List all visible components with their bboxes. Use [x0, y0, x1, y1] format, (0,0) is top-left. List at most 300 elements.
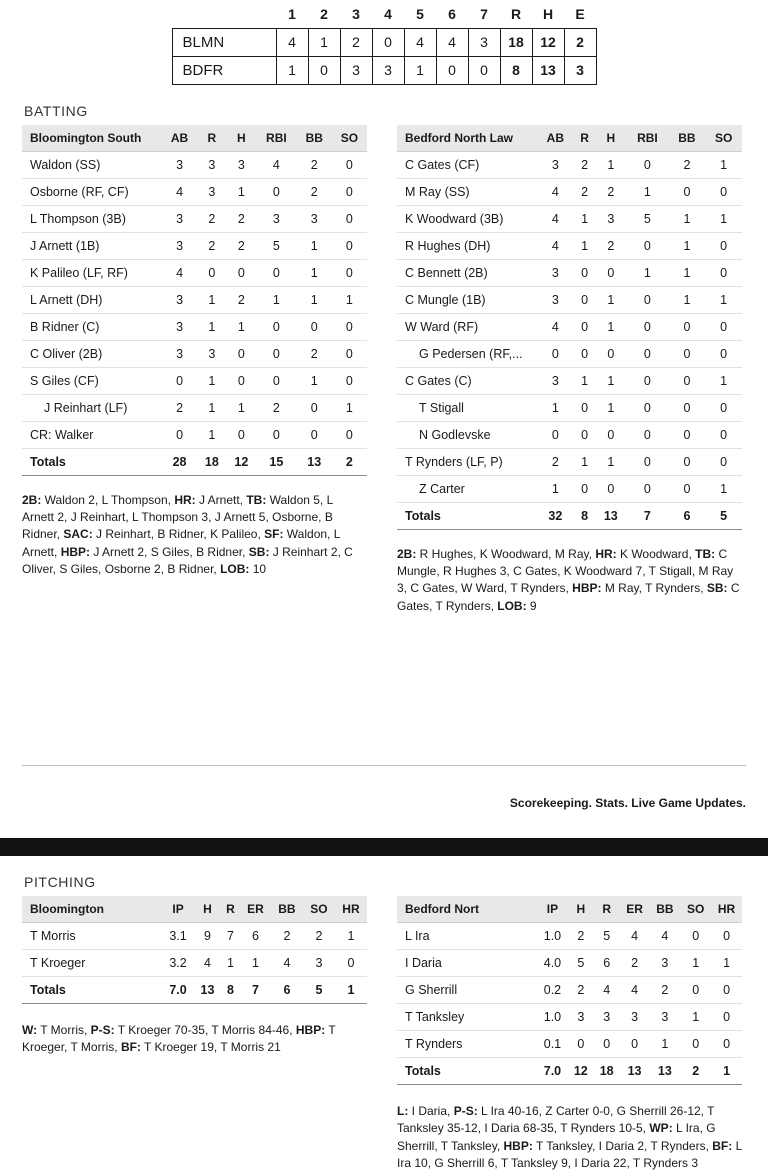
player-name: C Bennett (2B): [397, 259, 537, 286]
batting-home-col-rbi: RBI: [626, 125, 668, 152]
stat-cell: 1: [595, 367, 626, 394]
stat-cell: 0: [711, 923, 742, 950]
runs-header: R: [510, 5, 522, 22]
totals-stat-cell: 13: [620, 1058, 650, 1085]
linescore-team-header: [172, 0, 276, 28]
batting-col-ab: AB: [162, 125, 197, 152]
stat-cell: 4.0: [537, 950, 568, 977]
stat-cell: 0: [705, 259, 742, 286]
stat-cell: 1: [669, 232, 706, 259]
team-abbr-home: BDFR: [172, 56, 276, 84]
stat-cell: 2: [297, 340, 332, 367]
note-text: Waldon 2, L Thompson,: [41, 492, 175, 507]
note-text: K Woodward,: [616, 546, 696, 561]
stat-cell: 0: [680, 923, 711, 950]
note-text: C Mungle, R Hughes 3, C Gates, K Woodward 7, T Stigall, M Ray 3, C Gates, W Ward, T Rynders,: [397, 546, 734, 596]
stat-cell: 1: [221, 950, 240, 977]
note-text: L Ira 40-16, Z Carter 0-0, G Sherrill 26-12, T Tanksley 35-12, I Daria 68-35, T Rynders 10-5,: [397, 1104, 715, 1136]
stat-cell: 1: [574, 205, 596, 232]
batting-col-rbi: RBI: [256, 125, 297, 152]
player-name: Waldon (SS): [22, 151, 162, 178]
totals-stat-cell: 5: [303, 977, 335, 1004]
stat-cell: 0: [332, 259, 367, 286]
stat-cell: 0: [256, 259, 297, 286]
stat-cell: 1: [197, 421, 226, 448]
stat-cell: 4: [594, 977, 620, 1004]
note-text: T Kroeger, T Morris,: [22, 1023, 336, 1055]
stat-cell: 0: [297, 421, 332, 448]
stat-cell: 1: [537, 475, 574, 502]
totals-stat-cell: 7.0: [162, 977, 194, 1004]
stat-cell: 0: [227, 367, 256, 394]
table-row: [22, 205, 367, 232]
stat-cell: 1: [240, 950, 271, 977]
stat-cell: 3: [297, 205, 332, 232]
batting-col-bb: BB: [297, 125, 332, 152]
pitching-col-bb: BB: [271, 896, 303, 923]
table-row: [22, 367, 367, 394]
note-text: J Reinhart, B Ridner, K Palileo,: [92, 527, 265, 542]
stat-cell: 4: [271, 950, 303, 977]
stat-cell: 3: [537, 367, 574, 394]
stat-cell: 0: [711, 1031, 742, 1058]
pitching-home-col-so: SO: [680, 896, 711, 923]
totals-stat-cell: 18: [197, 448, 226, 475]
totals-row: [397, 502, 742, 529]
stat-cell: 1: [595, 394, 626, 421]
table-row: [22, 923, 367, 950]
stat-cell: 4: [620, 977, 650, 1004]
table-row: [22, 421, 367, 448]
stat-cell: 3: [537, 259, 574, 286]
pitching-away-notes: [22, 1022, 367, 1057]
player-name: C Gates (C): [397, 367, 537, 394]
stat-cell: 4: [537, 205, 574, 232]
stat-cell: 3: [197, 340, 226, 367]
table-row: [397, 950, 742, 977]
totals-stat-cell: 6: [271, 977, 303, 1004]
stat-cell: 0: [626, 232, 668, 259]
stat-cell: 0: [669, 340, 706, 367]
stat-cell: 0: [332, 232, 367, 259]
stat-cell: 3: [649, 950, 680, 977]
stat-cell: 3: [162, 205, 197, 232]
stat-cell: 4: [649, 923, 680, 950]
stat-cell: 0: [669, 367, 706, 394]
stat-cell: 1: [705, 151, 742, 178]
player-name: CR: Walker: [22, 421, 162, 448]
stat-cell: 5: [594, 923, 620, 950]
stat-cell: 0: [626, 394, 668, 421]
note-label: SF:: [264, 527, 284, 542]
note-label: P-S:: [453, 1104, 478, 1119]
stat-cell: 0: [574, 475, 596, 502]
note-text: 9: [526, 598, 537, 613]
stat-cell: 0: [574, 394, 596, 421]
totals-label: Totals: [397, 502, 537, 529]
table-row: [22, 286, 367, 313]
stat-cell: 0: [227, 259, 256, 286]
home-errors: 3: [564, 56, 596, 84]
note-text: J Arnett,: [195, 492, 247, 507]
batting-home-team-header: Bedford North Law: [397, 125, 537, 152]
home-inning-4: 3: [372, 56, 404, 84]
totals-stat-cell: 28: [162, 448, 197, 475]
note-text: L Ira 10, G Sherrill 6, T Tanksley 9, I Daria 22, T Rynders 3: [397, 1138, 742, 1171]
table-row: [397, 286, 742, 313]
table-row: [22, 232, 367, 259]
stat-cell: 2: [574, 151, 596, 178]
stat-cell: 2: [568, 977, 594, 1004]
stat-cell: 6: [240, 923, 271, 950]
stat-cell: 0: [669, 313, 706, 340]
errors-header: E: [575, 5, 585, 22]
batting-home-col-so: SO: [705, 125, 742, 152]
stat-cell: 0: [227, 340, 256, 367]
inning-header-4: 4: [384, 5, 392, 22]
stat-cell: 1: [227, 313, 256, 340]
stat-cell: 0: [626, 421, 668, 448]
table-row: [22, 151, 367, 178]
stat-cell: 1: [595, 286, 626, 313]
stat-cell: 0: [332, 340, 367, 367]
pitching-col-hr: HR: [335, 896, 367, 923]
pitching-home-col-h: H: [568, 896, 594, 923]
stat-cell: 0: [568, 1031, 594, 1058]
stat-cell: 0.2: [537, 977, 568, 1004]
totals-stat-cell: 8: [574, 502, 596, 529]
inning-header-5: 5: [416, 5, 424, 22]
pitching-away-table: [22, 896, 367, 1004]
stat-cell: 0: [332, 178, 367, 205]
note-text: C Gates, T Rynders,: [397, 581, 740, 613]
stat-cell: 1.0: [537, 923, 568, 950]
pitching-away-column: [22, 896, 367, 1173]
stat-cell: 1: [669, 286, 706, 313]
player-name: G Sherrill: [397, 977, 537, 1004]
batting-home-body: [397, 151, 742, 529]
inning-header-1: 1: [288, 5, 296, 22]
stat-cell: 2: [649, 977, 680, 1004]
stat-cell: 1: [626, 259, 668, 286]
stat-cell: 1: [711, 950, 742, 977]
stat-cell: 3: [256, 205, 297, 232]
pitching-home-body: [397, 923, 742, 1085]
note-text: R Hughes, K Woodward, M Ray,: [416, 546, 596, 561]
home-inning-5: 1: [404, 56, 436, 84]
home-inning-2: 0: [308, 56, 340, 84]
note-label: L:: [397, 1104, 409, 1119]
table-row: [22, 259, 367, 286]
player-name: T Morris: [22, 923, 162, 950]
batting-columns: [0, 125, 768, 616]
table-row: [22, 178, 367, 205]
player-name: Z Carter: [397, 475, 537, 502]
stat-cell: 0: [705, 340, 742, 367]
stat-cell: 1: [332, 286, 367, 313]
totals-stat-cell: 12: [568, 1058, 594, 1085]
batting-home-head: [397, 125, 742, 152]
stat-cell: 4: [256, 151, 297, 178]
stat-cell: 0: [669, 448, 706, 475]
stat-cell: 4: [194, 950, 221, 977]
player-name: T Stigall: [397, 394, 537, 421]
stat-cell: 0: [162, 421, 197, 448]
note-label: HBP:: [295, 1023, 326, 1038]
totals-label: Totals: [22, 448, 162, 475]
stat-cell: 0: [626, 151, 668, 178]
pitching-home-header-row: [397, 896, 742, 923]
stat-cell: 1: [595, 313, 626, 340]
stat-cell: 3.2: [162, 950, 194, 977]
table-row: [397, 1031, 742, 1058]
stat-cell: 2: [669, 151, 706, 178]
batting-section-title: BATTING: [24, 102, 88, 119]
pitching-col-ip: IP: [162, 896, 194, 923]
stat-cell: 2: [227, 286, 256, 313]
pitching-home-head: [397, 896, 742, 923]
stat-cell: 0: [574, 286, 596, 313]
note-label: BF:: [120, 1040, 141, 1055]
stat-cell: 0: [332, 313, 367, 340]
home-runs: 8: [500, 56, 532, 84]
totals-label: Totals: [22, 977, 162, 1004]
linescore-head: [172, 0, 596, 28]
stat-cell: 1: [197, 367, 226, 394]
stat-cell: 1: [297, 367, 332, 394]
table-row: [22, 394, 367, 421]
totals-stat-cell: 7: [240, 977, 271, 1004]
home-inning-7: 0: [468, 56, 500, 84]
stat-cell: 2: [197, 205, 226, 232]
table-row: [397, 205, 742, 232]
note-label: SB:: [706, 581, 728, 596]
stat-cell: 1: [297, 232, 332, 259]
stat-cell: 0: [335, 950, 367, 977]
table-row: [397, 421, 742, 448]
player-name: J Reinhart (LF): [22, 394, 162, 421]
away-inning-5: 4: [404, 28, 436, 56]
table-row: [397, 475, 742, 502]
stat-cell: 3: [537, 286, 574, 313]
stat-cell: 0: [705, 313, 742, 340]
batting-home-notes: [397, 546, 742, 616]
stat-cell: 2: [162, 394, 197, 421]
stat-cell: 3: [595, 205, 626, 232]
totals-row: [397, 1058, 742, 1085]
stat-cell: 5: [256, 232, 297, 259]
stat-cell: 2: [271, 923, 303, 950]
totals-stat-cell: 32: [537, 502, 574, 529]
stat-cell: 1: [227, 394, 256, 421]
stat-cell: 2: [574, 178, 596, 205]
player-name: T Rynders (LF, P): [397, 448, 537, 475]
stat-cell: 0: [680, 977, 711, 1004]
stat-cell: 7: [221, 923, 240, 950]
note-text: Waldon 5, L Arnett 2, J Reinhart, L Thompson 3, J Arnett 5, Osborne, B Ridner,: [22, 492, 333, 542]
stat-cell: 1: [595, 151, 626, 178]
away-errors: 2: [564, 28, 596, 56]
batting-away-body: [22, 151, 367, 475]
stat-cell: 5: [626, 205, 668, 232]
player-name: L Arnett (DH): [22, 286, 162, 313]
note-label: TB:: [246, 492, 267, 507]
stat-cell: 3.1: [162, 923, 194, 950]
stat-cell: 4: [537, 178, 574, 205]
stat-cell: 0: [626, 313, 668, 340]
pitching-home-column: [397, 896, 742, 1173]
stat-cell: 3: [594, 1004, 620, 1031]
note-text: 10: [249, 562, 267, 577]
stat-cell: 0: [574, 259, 596, 286]
table-row: [397, 340, 742, 367]
stat-cell: 1: [669, 259, 706, 286]
note-label: BF:: [712, 1138, 733, 1153]
note-label: SB:: [248, 544, 270, 559]
away-inning-2: 1: [308, 28, 340, 56]
stat-cell: 3: [568, 1004, 594, 1031]
pitching-col-er: ER: [240, 896, 271, 923]
player-name: N Godlevske: [397, 421, 537, 448]
stat-cell: 0: [162, 367, 197, 394]
batting-home-header-row: [397, 125, 742, 152]
stat-cell: 0: [256, 313, 297, 340]
totals-stat-cell: 13: [194, 977, 221, 1004]
band-spacer: [0, 810, 768, 838]
totals-row: [22, 977, 367, 1004]
stat-cell: 1: [256, 286, 297, 313]
totals-row: [22, 448, 367, 475]
stat-cell: 0: [711, 1004, 742, 1031]
stat-cell: 1: [705, 367, 742, 394]
player-name: C Oliver (2B): [22, 340, 162, 367]
totals-stat-cell: 13: [595, 502, 626, 529]
pitching-home-notes: [397, 1103, 742, 1173]
pitching-home-col-er: ER: [620, 896, 650, 923]
stat-cell: 3: [162, 151, 197, 178]
footer-spacer: [0, 766, 768, 796]
stat-cell: 3: [620, 1004, 650, 1031]
batting-away-header-row: [22, 125, 367, 152]
stat-cell: 0: [595, 475, 626, 502]
stat-cell: 2: [537, 448, 574, 475]
table-row: [397, 313, 742, 340]
player-name: K Woodward (3B): [397, 205, 537, 232]
totals-stat-cell: 1: [335, 977, 367, 1004]
batting-away-table: [22, 125, 367, 476]
batting-away-notes: [22, 492, 367, 579]
stat-cell: 1: [332, 394, 367, 421]
totals-stat-cell: 12: [227, 448, 256, 475]
note-label: WP:: [649, 1121, 673, 1136]
stat-cell: 4: [537, 232, 574, 259]
totals-stat-cell: 15: [256, 448, 297, 475]
table-row: [22, 950, 367, 977]
linescore-table: [172, 0, 597, 85]
player-name: I Daria: [397, 950, 537, 977]
stat-cell: 3: [162, 232, 197, 259]
pitching-col-r: R: [221, 896, 240, 923]
stat-cell: 0: [626, 475, 668, 502]
stat-cell: 1: [669, 205, 706, 232]
table-row: [22, 340, 367, 367]
linescore-row-home: [172, 56, 596, 84]
linescore-container: [0, 0, 768, 85]
stat-cell: 0: [669, 178, 706, 205]
player-name: S Giles (CF): [22, 367, 162, 394]
stat-cell: 0: [332, 367, 367, 394]
stat-cell: 1: [197, 313, 226, 340]
note-label: LOB:: [497, 598, 527, 613]
stat-cell: 1: [335, 923, 367, 950]
note-text: M Ray, T Rynders,: [601, 581, 707, 596]
stat-cell: 3: [537, 151, 574, 178]
player-name: Osborne (RF, CF): [22, 178, 162, 205]
stat-cell: 2: [256, 394, 297, 421]
stat-cell: 0: [332, 205, 367, 232]
inning-header-3: 3: [352, 5, 360, 22]
stat-cell: 0: [626, 340, 668, 367]
stat-cell: 0: [332, 151, 367, 178]
stat-cell: 0: [595, 259, 626, 286]
away-inning-7: 3: [468, 28, 500, 56]
note-label: W:: [22, 1023, 38, 1038]
stat-cell: 2: [595, 178, 626, 205]
table-row: [397, 259, 742, 286]
stat-cell: 0: [256, 178, 297, 205]
batting-home-col-r: R: [574, 125, 596, 152]
note-label: HR:: [595, 546, 617, 561]
batting-away-head: [22, 125, 367, 152]
pitching-home-col-r: R: [594, 896, 620, 923]
stat-cell: 0: [620, 1031, 650, 1058]
home-inning-1: 1: [276, 56, 308, 84]
stat-cell: 3: [197, 178, 226, 205]
note-text: J Arnett 2, S Giles, B Ridner,: [90, 544, 249, 559]
pitching-away-header-row: [22, 896, 367, 923]
totals-stat-cell: 7: [626, 502, 668, 529]
pitching-away-team-header: Bloomington: [22, 896, 162, 923]
player-name: B Ridner (C): [22, 313, 162, 340]
stat-cell: 5: [568, 950, 594, 977]
away-hits: 12: [532, 28, 564, 56]
stat-cell: 1: [574, 232, 596, 259]
player-name: C Gates (CF): [397, 151, 537, 178]
stat-cell: 0: [680, 1031, 711, 1058]
stat-cell: 0: [537, 340, 574, 367]
note-label: 2B:: [397, 546, 417, 561]
away-inning-4: 0: [372, 28, 404, 56]
totals-label: Totals: [397, 1058, 537, 1085]
inning-header-6: 6: [448, 5, 456, 22]
pitching-home-table: [397, 896, 742, 1085]
linescore-body: [172, 28, 596, 84]
player-name: C Mungle (1B): [397, 286, 537, 313]
pitching-away-body: [22, 923, 367, 1004]
stat-cell: 2: [303, 923, 335, 950]
stat-cell: 3: [162, 313, 197, 340]
stat-cell: 4: [620, 923, 650, 950]
player-name: R Hughes (DH): [397, 232, 537, 259]
stat-cell: 0: [595, 340, 626, 367]
table-row: [397, 394, 742, 421]
totals-stat-cell: 13: [297, 448, 332, 475]
table-row: [397, 232, 742, 259]
player-name: K Palileo (LF, RF): [22, 259, 162, 286]
stat-cell: 1: [705, 205, 742, 232]
stat-cell: 0: [705, 448, 742, 475]
stat-cell: 2: [297, 178, 332, 205]
